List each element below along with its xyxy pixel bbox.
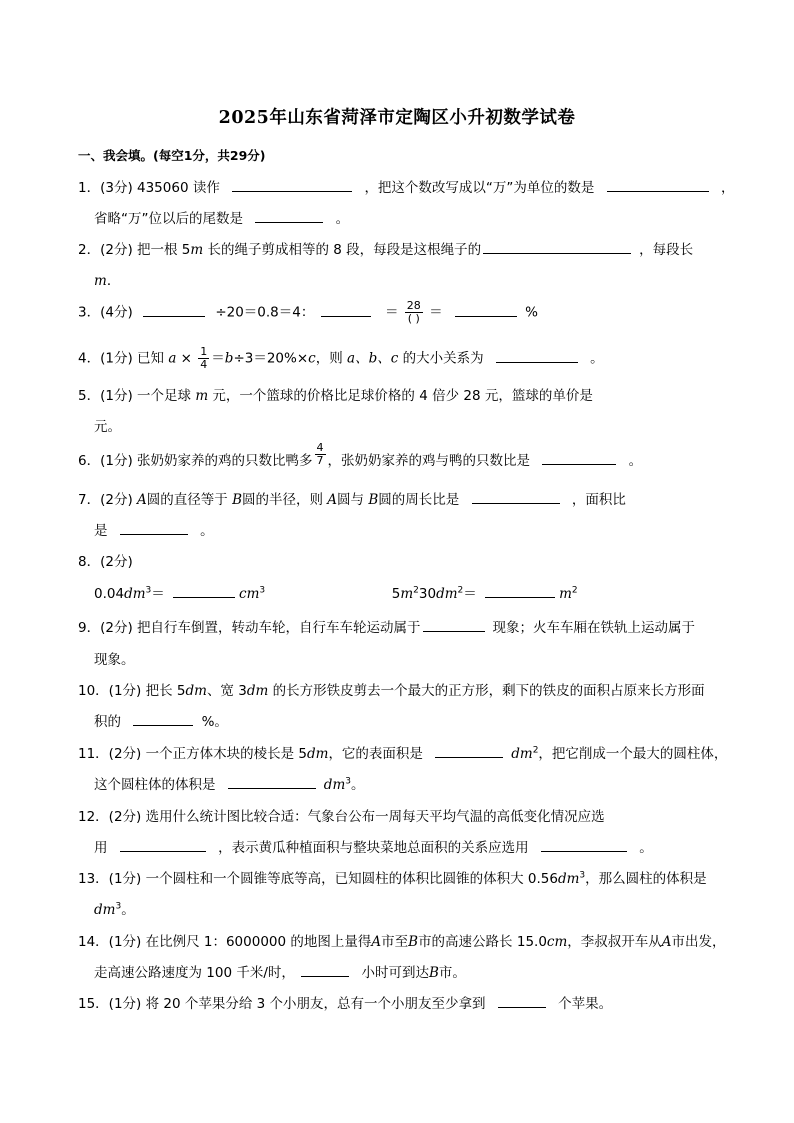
q5-line2-text: 元。 (94, 419, 121, 435)
question-14-line-2 (94, 961, 466, 981)
q8-blank-1[interactable] (173, 584, 235, 598)
q12-line2-end: 。 (639, 840, 653, 856)
question-5 (78, 384, 593, 404)
q11-text-3: ，把它削成一个最大的圆柱体， (538, 746, 728, 762)
q14-var-b: B (408, 934, 419, 950)
section-heading: 一、我会填。(每空1分，共29分) (78, 148, 266, 163)
q11-text: 11．(2分) 一个正方体木块的棱长是 5 (78, 746, 307, 762)
q7-var-b: B (232, 492, 242, 508)
q14-text-2: 市至 (381, 934, 409, 950)
q12-blank-1[interactable] (120, 838, 206, 852)
q13-line2-end: 。 (121, 902, 135, 918)
q3-fraction-den: ( ) (407, 312, 420, 325)
q2-text-2: 长的绳子剪成相等的 8 段，每段是这根绳子的 (203, 242, 482, 258)
q15-text: 15．(1分) 将 20 个苹果分给 3 个小朋友，总有一个小朋友至少拿到 (78, 996, 486, 1012)
q4-end: 。 (590, 350, 604, 367)
q3-fraction-num: 28 (406, 299, 421, 312)
q1-line2-end: 。 (335, 211, 350, 227)
q13-power-1: 3 (579, 870, 586, 881)
q13-text-2: ，那么圆柱的体积是 (585, 871, 707, 887)
q6-end: 。 (628, 453, 643, 469)
q7-var-a-2: A (327, 492, 338, 508)
q6-fraction-den: 7 (316, 453, 324, 467)
q4-fraction-num: 1 (200, 345, 208, 358)
q8-power-3: 2 (413, 585, 419, 596)
q8-text: 8．(2分) (78, 554, 133, 570)
q9-text: 9．(2分) 把自行车倒置，转动车轮，自行车车轮运动属于 (78, 620, 421, 636)
q14-text: 14．(1分) 在比例尺 1：6000000 的地图上量得 (78, 934, 372, 950)
q10-unit-1: dm (185, 683, 207, 699)
q1-text-3: ， (721, 180, 735, 196)
q4-var-b: b (224, 350, 234, 367)
q7-text-2: 圆的直径等于 (146, 492, 228, 508)
q8-unit-1: dm (124, 586, 146, 602)
q7-var-b-2: B (368, 492, 379, 508)
q7-var-a: A (137, 492, 147, 508)
q12-text: 12．(2分) 选用什么统计图比较合适：气象台公布一周每天平均气温的高低变化情况应选 (78, 809, 605, 825)
q4-fraction-den: 4 (200, 358, 208, 371)
q14-text-5: 市出发， (671, 934, 726, 950)
question-3 (78, 300, 538, 325)
q4-var-a: a (168, 350, 177, 367)
question-8-line-2 (94, 582, 578, 602)
q3-blank-2[interactable] (321, 303, 371, 317)
q2-unit: m (190, 242, 204, 258)
question-14 (78, 930, 726, 950)
q7-text: 7．(2分) (78, 492, 133, 508)
q3-eq: ＝ (384, 304, 399, 321)
q8-power-5: 2 (571, 585, 578, 596)
q2-text-3: ，每段长 (639, 242, 694, 258)
q7-text-5: 圆的周长比是 (378, 492, 460, 508)
q10-line2-end: %。 (201, 714, 228, 730)
q11-unit-3: dm (323, 777, 346, 793)
q1-text-2: ，把这个数改写成以“万”为单位的数是 (364, 180, 595, 196)
q2-blank-1[interactable] (483, 240, 631, 254)
q13-unit-1: dm (557, 871, 580, 887)
q2-line2-end: ． (106, 273, 121, 289)
q9-blank-1[interactable] (423, 618, 485, 632)
page-title: 2025年山东省菏泽市定陶区小升初数学试卷 (218, 108, 576, 128)
q3-text: 3．(4分) (78, 304, 133, 321)
q4-eq: ＝ (211, 350, 225, 367)
question-15 (78, 992, 612, 1012)
q8-power-4: 2 (457, 585, 464, 596)
q7-text-3: 圆的半径，则 (241, 492, 323, 508)
q11-blank-1[interactable] (435, 744, 503, 758)
q7-line2-text: 是 (94, 523, 108, 539)
q10-line2-text: 积的 (94, 714, 121, 730)
question-4 (78, 346, 604, 371)
question-2-line-2 (94, 269, 120, 289)
q8-value-1: 0.04 (94, 586, 125, 602)
q1-blank-3[interactable] (255, 209, 323, 223)
q5-text-2: 元，一个篮球的价格比足球价格的 4 倍少 28 元，篮球的单价是 (212, 388, 593, 404)
q8-unit-3: m (400, 586, 414, 602)
q3-blank-1[interactable] (143, 303, 205, 317)
q8-power-1: 3 (145, 585, 152, 596)
q10-blank[interactable] (133, 712, 193, 726)
q3-blank-3[interactable] (455, 303, 517, 317)
q3-percent: % (525, 304, 538, 321)
q2-unit-2: m (94, 273, 107, 289)
q3-fraction (405, 300, 423, 325)
q15-blank[interactable] (498, 994, 546, 1008)
q4-text-2: ÷3＝20%× (233, 350, 309, 367)
q11-line2-text: 这个圆柱体的体积是 (94, 777, 216, 793)
question-1-line-2 (94, 207, 349, 227)
q11-power-3: 3 (345, 776, 351, 787)
q11-unit-2: dm (511, 746, 533, 762)
q10-text-3: 的长方形铁皮剪去一个最大的正方形，剩下的铁皮的面积占原来长方形面 (268, 683, 705, 699)
q13-power-2: 3 (115, 901, 122, 912)
q4-fraction (198, 346, 209, 371)
q11-unit-1: dm (306, 746, 329, 762)
q12-line2-text: 用 (94, 840, 108, 856)
q1-text: 1．(3分) 435060 读作 (78, 180, 220, 196)
question-13 (78, 867, 707, 887)
question-7-line-2 (94, 519, 214, 539)
q4-blank[interactable] (496, 349, 578, 363)
q5-var-m: m (195, 388, 209, 404)
q3-text-2: ÷20＝0.8＝4： (215, 304, 315, 321)
question-7 (78, 488, 626, 508)
question-1 (78, 176, 735, 196)
q11-text-2: ，它的表面积是 (328, 746, 423, 762)
q14-var-a-2: A (661, 934, 672, 950)
question-13-line-2 (94, 898, 135, 918)
q10-text-2: 、宽 3 (206, 683, 247, 699)
question-11-line-2 (94, 773, 364, 793)
q1-line2-text: 省略“万”位以后的尾数是 (94, 211, 243, 227)
q7-text-4: 圆与 (337, 492, 365, 508)
q7-line2-end: 。 (200, 523, 214, 539)
question-8 (78, 550, 133, 570)
q5-text: 5．(1分) 一个足球 (78, 388, 192, 404)
q13-text: 13．(1分) 一个圆柱和一个圆锥等底等高，已知圆柱的体积比圆锥的体积大 0.56 (78, 871, 558, 887)
q8-value-3: 30 (418, 586, 437, 602)
q8-eq-1: ＝ (151, 586, 165, 602)
q7-blank-1[interactable] (472, 490, 560, 504)
q8-value-2: 5 (391, 586, 401, 602)
q12-blank-2[interactable] (541, 838, 627, 852)
question-12-line-2 (94, 836, 653, 856)
q10-unit-2: dm (246, 683, 269, 699)
q14-unit: cm (546, 934, 568, 950)
q8-unit-4: dm (436, 586, 458, 602)
question-5-line-2 (94, 415, 121, 435)
q14-line2-text: 走高速公路速度为 100 千米/时， (94, 965, 295, 981)
q6-fraction-num: 4 (316, 440, 324, 454)
question-10 (78, 679, 705, 699)
q4-text: 4．(1分) 已知 (78, 350, 165, 367)
q10-text: 10．(1分) 把长 5 (78, 683, 186, 699)
q7-blank-2[interactable] (120, 521, 188, 535)
q6-fraction (315, 442, 326, 467)
q6-text: 6．(1分) 张奶奶家养的鸡的只数比鸭多 (78, 453, 313, 469)
question-6 (78, 440, 643, 469)
q8-power-2: 3 (259, 585, 266, 596)
q14-text-3: 市的高速公路长 15.0 (418, 934, 547, 950)
q11-blank-2[interactable] (228, 775, 316, 789)
q11-power-2: 2 (532, 745, 539, 756)
q4-vars: a、b、c (347, 350, 399, 367)
q11-line2-end: 。 (350, 777, 365, 793)
q9-line2-text: 现象。 (94, 652, 135, 668)
q15-end: 个苹果。 (558, 996, 613, 1012)
question-12 (78, 805, 605, 825)
question-10-line-2 (94, 710, 228, 730)
question-2 (78, 238, 693, 258)
q14-var-a: A (371, 934, 382, 950)
q9-text-2: 现象；火车车厢在铁轨上运动属于 (492, 620, 696, 636)
question-9 (78, 616, 695, 636)
q1-blank-1[interactable] (232, 178, 352, 192)
q6-blank[interactable] (542, 451, 616, 465)
q1-blank-2[interactable] (607, 178, 709, 192)
q8-eq-2: ＝ (463, 586, 477, 602)
q8-blank-2[interactable] (485, 584, 555, 598)
q7-text-6: ，面积比 (571, 492, 626, 508)
q8-unit-2: cm (239, 586, 260, 602)
q14-text-4: ，李叔叔开车从 (567, 934, 662, 950)
q14-line2-end: 市。 (438, 965, 466, 981)
q6-text-2: ，张奶奶家养的鸡与鸭的只数比是 (327, 453, 531, 469)
q14-line2-text-2: 小时可到达 (361, 965, 429, 981)
q12-line2-text-2: ，表示黄瓜种植面积与整块菜地总面积的关系应选用 (218, 840, 529, 856)
question-11 (78, 742, 727, 762)
q13-unit-2: dm (94, 902, 116, 918)
q14-blank[interactable] (301, 963, 349, 977)
q4-times: × (180, 350, 192, 367)
q3-eq-2: ＝ (429, 304, 443, 321)
q2-text: 2．(2分) 把一根 5 (78, 242, 191, 258)
q4-text-4: 的大小关系为 (398, 350, 484, 367)
q14-var-b-2: B (429, 965, 439, 981)
question-9-line-2 (94, 648, 135, 668)
q8-unit-5: m (559, 586, 572, 602)
q4-var-c: c (308, 350, 316, 367)
q4-text-3: ，则 (315, 350, 343, 367)
